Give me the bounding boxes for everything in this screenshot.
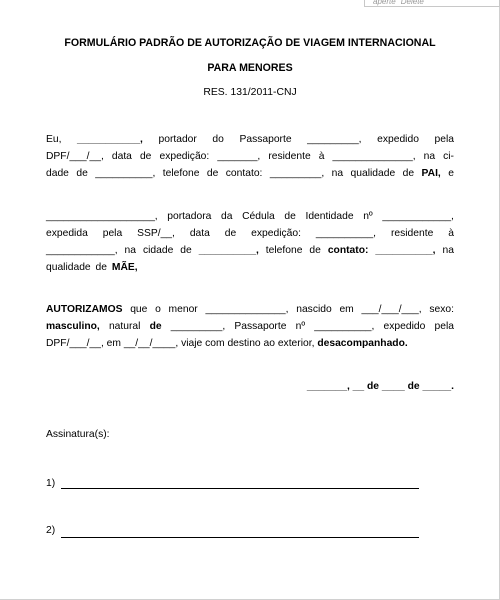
text-run: Cédula (242, 211, 275, 222)
text-run: Passaporte (234, 321, 287, 332)
text-run: __________, (375, 245, 436, 256)
text-run: o (155, 304, 161, 315)
text-run: de (76, 168, 88, 179)
text-run: data (189, 228, 210, 239)
text-run: de (224, 228, 237, 239)
text-run: nascido (296, 304, 332, 315)
text-run: à (318, 151, 325, 162)
text-run: na (124, 245, 137, 256)
date-line (46, 378, 454, 395)
text-run: ci- (443, 151, 454, 162)
text-run: de (402, 168, 415, 179)
mother-line-1 (46, 208, 454, 225)
text-run: __________, (314, 321, 375, 332)
text-run: __________, (315, 228, 377, 239)
father-line-3 (46, 165, 454, 182)
signature-2-label: 2) (46, 525, 56, 536)
text-run: do (212, 134, 224, 145)
text-run: MÃE, (111, 262, 138, 273)
text-run: na (331, 168, 344, 179)
form-title-line-2: PARA MENORES (207, 62, 293, 74)
text-run: expedição: (159, 151, 210, 162)
text-run: natural (108, 321, 141, 332)
text-run: residente (390, 228, 434, 239)
text-run: na (442, 245, 454, 256)
text-run: _________, (170, 321, 226, 332)
text-run: de (149, 321, 162, 332)
form-title-line-1: FORMULÁRIO PADRÃO DE AUTORIZAÇÃO DE VIAGEM INTERNACIONAL (64, 37, 436, 49)
authorization-paragraph (46, 301, 454, 352)
text-run: qualidade (46, 262, 91, 273)
signatures-heading: Assinatura(s): (46, 429, 110, 440)
text-run: portadora (167, 211, 212, 222)
text-run: e (448, 168, 454, 179)
text-run: telefone (265, 245, 303, 256)
text-run: residente (268, 151, 311, 162)
text-run: contato: (225, 168, 263, 179)
authorization-line-1 (46, 301, 454, 318)
text-run: telefone (162, 168, 200, 179)
signature-1-label: 1) (46, 478, 56, 489)
text-run: Eu, (46, 134, 62, 145)
text-run: _________, (307, 134, 362, 145)
text-run: portador (158, 134, 197, 145)
text-run: que (130, 304, 148, 315)
text-run: ___________, (77, 134, 143, 145)
text-run: expedido (383, 321, 426, 332)
father-line-2 (46, 148, 454, 165)
mother-line-4 (46, 259, 454, 276)
text-run: de (309, 245, 321, 256)
text-run: de (206, 168, 219, 179)
text-run: menor (168, 304, 198, 315)
text-run: pela (434, 134, 454, 145)
text-run: expedido (377, 134, 419, 145)
text-run: __________, (198, 245, 259, 256)
delete-hint-box[interactable]: aperte "Delete" (364, 0, 500, 7)
text-run: contato: (327, 245, 369, 256)
text-run: ___/___/___, (361, 304, 422, 315)
signature-2-line (61, 537, 419, 538)
signature-1-line (61, 488, 419, 489)
form-resolution: RES. 131/2011-CNJ (203, 87, 297, 98)
text-run: dade (46, 168, 69, 179)
text-run: em (339, 304, 354, 315)
text-run: ____________, (382, 211, 454, 222)
text-run: nº (295, 321, 306, 332)
text-run: DPF/___/__, (46, 151, 104, 162)
text-run: expedida (46, 228, 88, 239)
father-paragraph (46, 131, 454, 182)
text-run: DPF/___/__, em __/__/____, viaje com destino ao exterior, (46, 338, 315, 349)
text-run: à (448, 228, 454, 239)
mother-paragraph (46, 208, 454, 276)
text-run: de (180, 245, 192, 256)
text-run: masculino, (46, 321, 100, 332)
text-run: de (139, 151, 152, 162)
authorization-line-3 (46, 335, 454, 352)
text-run: SSP/__, (137, 228, 175, 239)
text-run: sexo: (429, 304, 454, 315)
text-run: cidade (142, 245, 174, 256)
text-run: ______________, (332, 151, 416, 162)
text-run: Passaporte (239, 134, 292, 145)
text-run: pela (102, 228, 123, 239)
father-line-1 (46, 131, 454, 148)
text-run: qualidade (350, 168, 396, 179)
mother-line-3 (46, 242, 454, 259)
text-run: nº (363, 211, 373, 222)
text-run: Identidade (305, 211, 354, 222)
text-run: pela (434, 321, 454, 332)
text-run: ____________, (46, 245, 118, 256)
text-run: de (95, 262, 108, 273)
text-run: PAI, (421, 168, 441, 179)
text-run: na (423, 151, 436, 162)
date-line-text: _______, __ de ____ de _____. (306, 381, 454, 392)
text-run: desacompanhado. (317, 338, 408, 349)
text-run: de (284, 211, 296, 222)
text-run: _______, (217, 151, 261, 162)
text-run: __________, (95, 168, 156, 179)
text-run: data (111, 151, 132, 162)
authorization-line-2 (46, 318, 454, 335)
mother-line-2 (46, 225, 454, 242)
text-run: ______________, (205, 304, 289, 315)
text-run: expedição: (251, 228, 301, 239)
text-run: da (221, 211, 233, 222)
text-run: AUTORIZAMOS (46, 304, 123, 315)
text-run: ___________________, (46, 211, 158, 222)
text-run: _________, (269, 168, 325, 179)
